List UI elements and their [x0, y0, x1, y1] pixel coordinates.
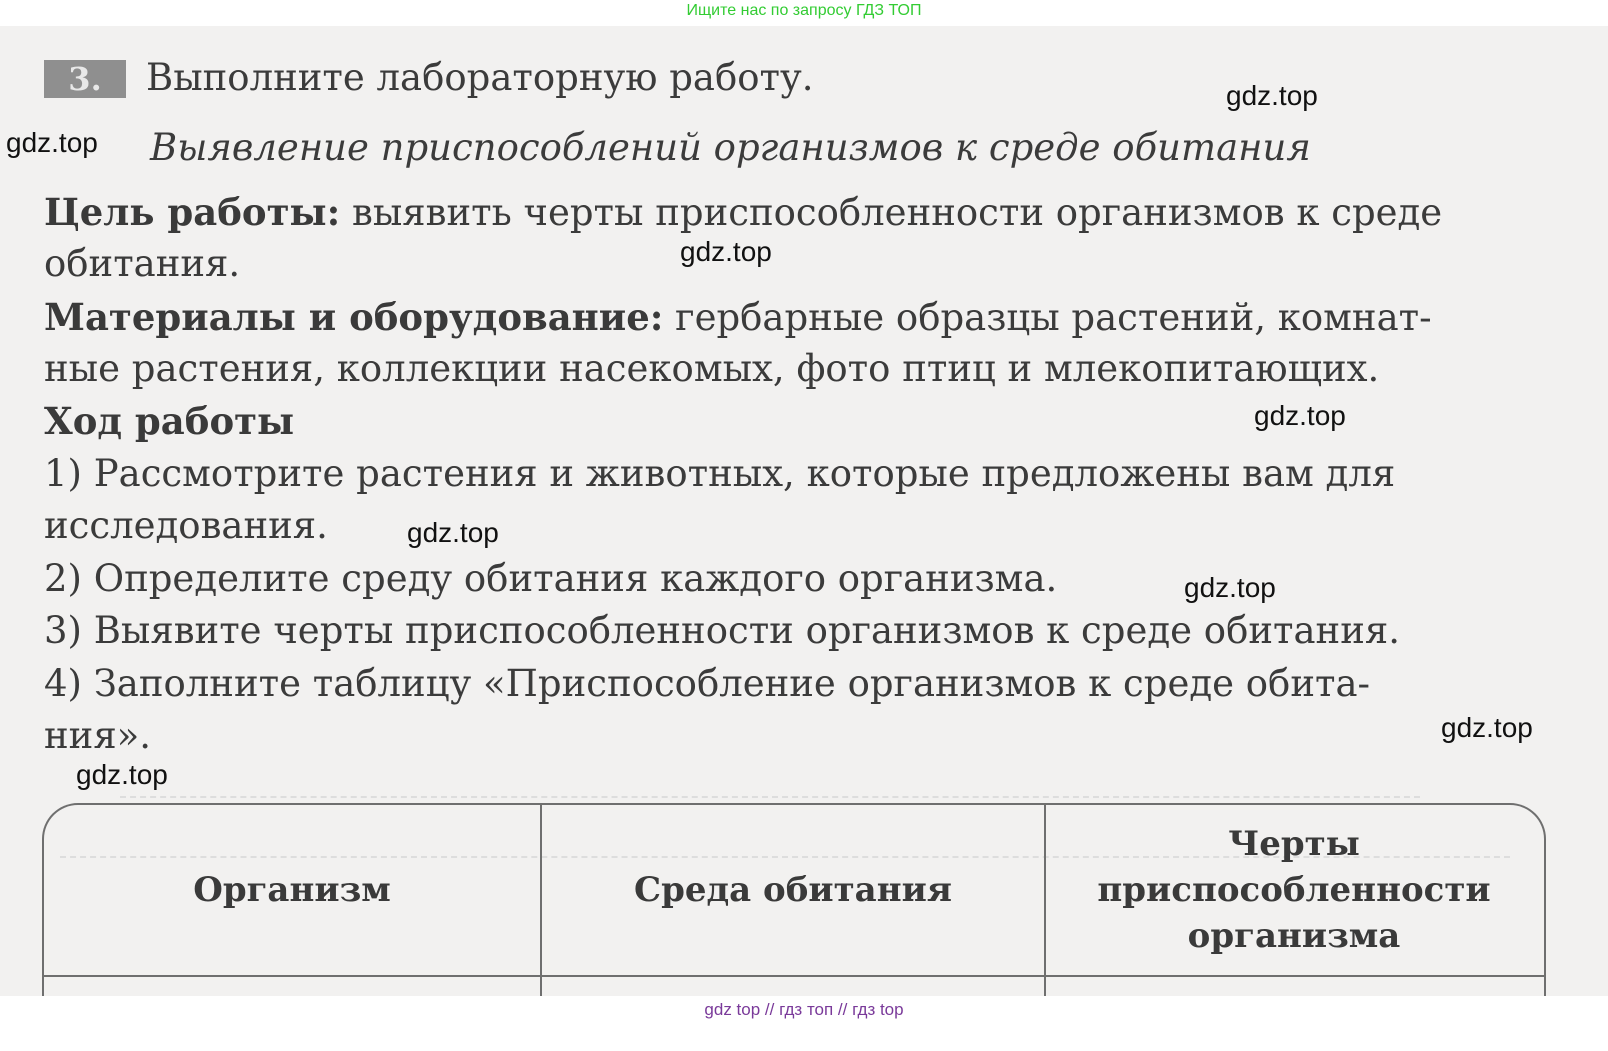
watermark: gdz.top [680, 236, 772, 267]
materials-label: Материалы и оборудование: [44, 295, 664, 339]
lab-subtitle: Выявление приспособлений организмов к среде обитания [150, 126, 1311, 169]
top-banner: Ищите нас по запросу ГДЗ ТОП [686, 2, 922, 19]
materials-line-2: ные растения, коллекции насекомых, фото птиц и млекопитающих. [44, 347, 1380, 390]
watermark: gdz.top [407, 517, 499, 548]
goal-text: выявить черты приспособленности организмов к среде [340, 191, 1443, 234]
watermark: gdz.top [1254, 400, 1346, 431]
bleed-through-decoration [120, 756, 1420, 798]
step-1-line-1: 1) Рассмотрите растения и животных, которые предложены вам для [44, 452, 1396, 495]
materials-text: гербарные образцы растений, комнат- [663, 296, 1432, 339]
step-2: 2) Определите среду обитания каждого организма. [44, 557, 1058, 600]
materials-line-1 [44, 297, 1432, 338]
step-4-line-2: ния». [44, 714, 152, 757]
goal-line-1 [44, 192, 1442, 233]
watermark: gdz.top [76, 759, 168, 790]
table-column-divider [1044, 805, 1046, 1025]
table-header-organism: Организм [193, 870, 391, 910]
goal-label: Цель работы: [44, 190, 341, 234]
task-number-badge: 3. [44, 60, 126, 98]
step-3: 3) Выявите черты приспособленности организмов к среде обитания. [44, 609, 1400, 652]
table-header-divider [44, 975, 1544, 977]
table-header-habitat: Среда обитания [634, 870, 952, 910]
step-4-line-1: 4) Заполните таблицу «Приспособление организмов к среде обита- [44, 662, 1371, 705]
footer-watermark-bar: gdz top // гдз топ // гдз top [0, 996, 1608, 1051]
watermark: gdz.top [1184, 572, 1276, 603]
procedure-heading [44, 401, 294, 442]
watermark: gdz.top [1441, 712, 1533, 743]
goal-line-2: обитания. [44, 242, 241, 285]
adaptation-table [42, 803, 1546, 1023]
table-header-adaptation-features: Черты приспособленности организма [1097, 824, 1491, 956]
watermark: gdz.top [6, 127, 98, 158]
watermark: gdz.top [1226, 80, 1318, 111]
task-heading: Выполните лабораторную работу. [146, 56, 814, 99]
step-1-line-2: исследования. [44, 504, 328, 547]
procedure-label: Ход работы [44, 399, 295, 443]
